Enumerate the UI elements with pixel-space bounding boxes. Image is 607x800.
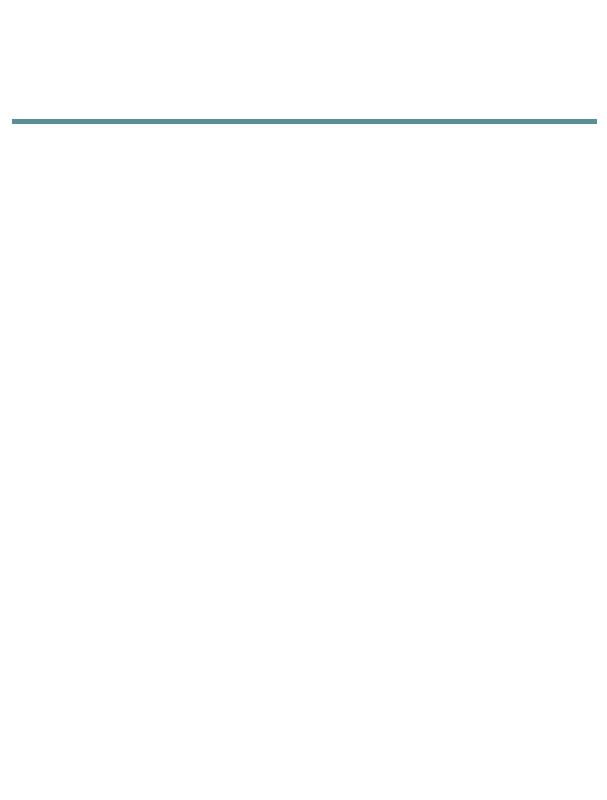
title-divider (12, 119, 597, 124)
